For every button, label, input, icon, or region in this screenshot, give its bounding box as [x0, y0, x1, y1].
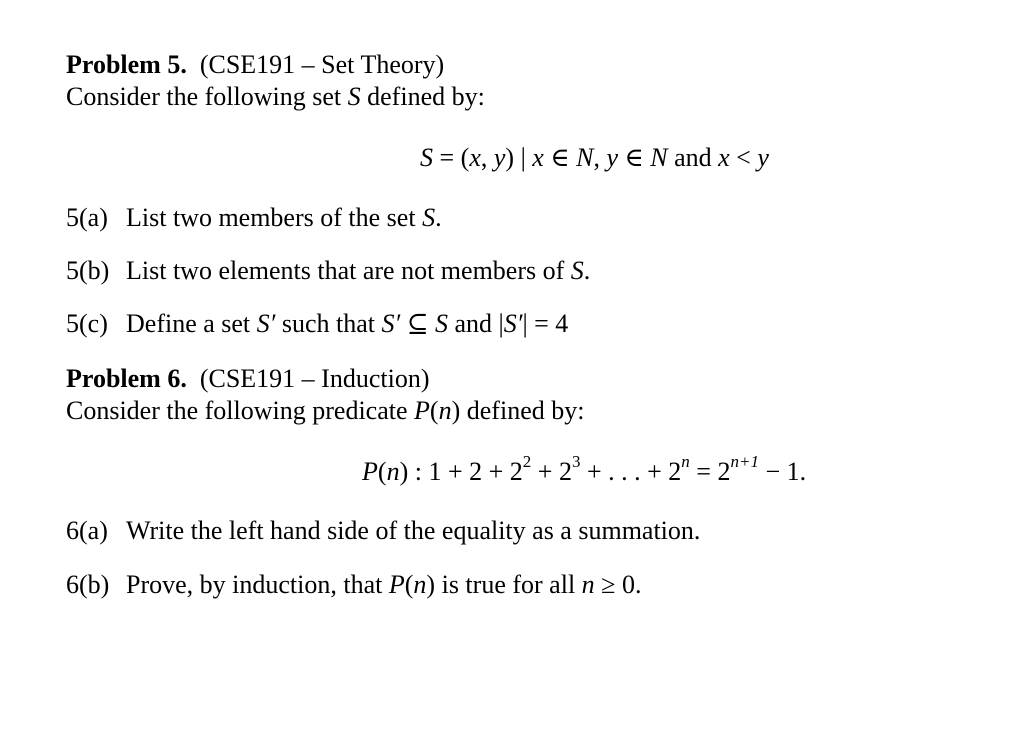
part-5c	[66, 309, 568, 339]
eq-in1: ∈	[543, 143, 577, 172]
part-5c-rel: ⊆	[400, 309, 435, 338]
eq-x3: x	[718, 143, 730, 172]
eq-N1: N	[576, 143, 594, 172]
part-6b-end: ≥ 0.	[594, 570, 642, 599]
part-6b-n2: n	[581, 570, 595, 599]
problem5-intro-var: S	[347, 82, 361, 111]
eq-comma2: ,	[593, 143, 607, 172]
eq-and: and	[667, 143, 719, 172]
part-6a-number: 6(a)	[66, 516, 108, 545]
eq6-dots: + . . . + 2	[580, 457, 682, 486]
part-6b-number: 6(b)	[66, 570, 110, 599]
problem6-intro-P: P	[414, 396, 430, 425]
part-5c-end: | = 4	[522, 309, 569, 338]
part-5c-var3: S	[435, 309, 448, 338]
eq6-body: : 1 + 2 + 2	[408, 457, 523, 486]
eq-S: S	[420, 143, 433, 172]
eq-bar: ) |	[505, 143, 533, 172]
eq-equals: = (	[433, 143, 470, 172]
eq-y2: y	[606, 143, 618, 172]
part-5c-number: 5(c)	[66, 309, 108, 338]
problem5-equation	[420, 143, 769, 173]
eq6-P: P	[362, 457, 378, 486]
part-6b-text: Prove, by induction, that	[126, 570, 389, 599]
eq6-expn1: n+1	[730, 452, 759, 472]
part-5b-text: List two elements that are not members of	[126, 256, 571, 285]
eq6-expn: n	[681, 452, 690, 472]
problem6-intro-post: defined by:	[460, 396, 585, 425]
problem5-intro-post: defined by:	[360, 82, 485, 111]
part-5c-and: and |	[448, 309, 504, 338]
eq-in2: ∈	[617, 143, 651, 172]
problem6-course: (CSE191 – Induction)	[199, 364, 430, 393]
eq6-n: n	[386, 457, 400, 486]
problem5-heading	[66, 50, 444, 80]
eq-comma: ,	[480, 143, 494, 172]
eq-x: x	[469, 143, 481, 172]
part-5c-text: Define a set	[126, 309, 257, 338]
eq-y: y	[493, 143, 506, 172]
part-5a-number: 5(a)	[66, 203, 108, 232]
part-5a	[66, 203, 442, 233]
eq6-equals: = 2	[689, 457, 731, 486]
part-5c-var2: S′	[381, 309, 401, 338]
part-6a-text: Write the left hand side of the equality as a summation.	[126, 516, 701, 545]
part-6b-mid: is true for all	[435, 570, 582, 599]
part-5b	[66, 256, 590, 286]
part-6b: 6(b) Prove, by induction, that P(n) is true for all n ≥ 0.	[66, 570, 642, 599]
eq-lt: <	[729, 143, 758, 172]
problem6-label: Problem 6.	[66, 364, 187, 393]
part-5a-tail: .	[435, 203, 442, 232]
part-6b-n: n	[413, 570, 427, 599]
problem6-heading	[66, 364, 430, 394]
eq-x2: x	[532, 143, 544, 172]
part-5a-text: List two members of the set	[126, 203, 423, 232]
part-5b-tail: .	[583, 256, 591, 285]
part-6a	[66, 516, 700, 546]
problem5-course: (CSE191 – Set Theory)	[199, 50, 445, 79]
eq6-exp2: 2	[522, 452, 532, 472]
problem5-intro-text: Consider the following set	[66, 82, 348, 111]
part-5c-mid: such that	[275, 309, 382, 338]
part-5b-var: S	[570, 256, 584, 285]
eq-N2: N	[650, 143, 668, 172]
eq6-plus1: + 2	[531, 457, 572, 486]
problem6-intro: Consider the following predicate P(n) defined by:	[66, 396, 585, 425]
eq-y3: y	[757, 143, 769, 172]
problem5-intro	[66, 82, 485, 112]
problem6-intro-n: n	[438, 396, 452, 425]
part-5b-number: 5(b)	[66, 256, 110, 285]
part-5a-var: S	[422, 203, 436, 232]
part-6b-P: P	[388, 570, 405, 599]
part-5c-var4: S′	[503, 309, 523, 338]
eq6-exp3: 3	[571, 452, 581, 472]
part-5c-var: S′	[256, 309, 276, 338]
problem6-intro-text: Consider the following predicate	[66, 396, 415, 425]
problem5-label: Problem 5.	[66, 50, 187, 79]
eq6-end: − 1.	[758, 457, 807, 486]
problem6-equation: P(n) : $1 + 2 + 2^2 + 2^3$ + . . . + $2^n = 2^{n+1} - 1$.	[362, 452, 807, 486]
